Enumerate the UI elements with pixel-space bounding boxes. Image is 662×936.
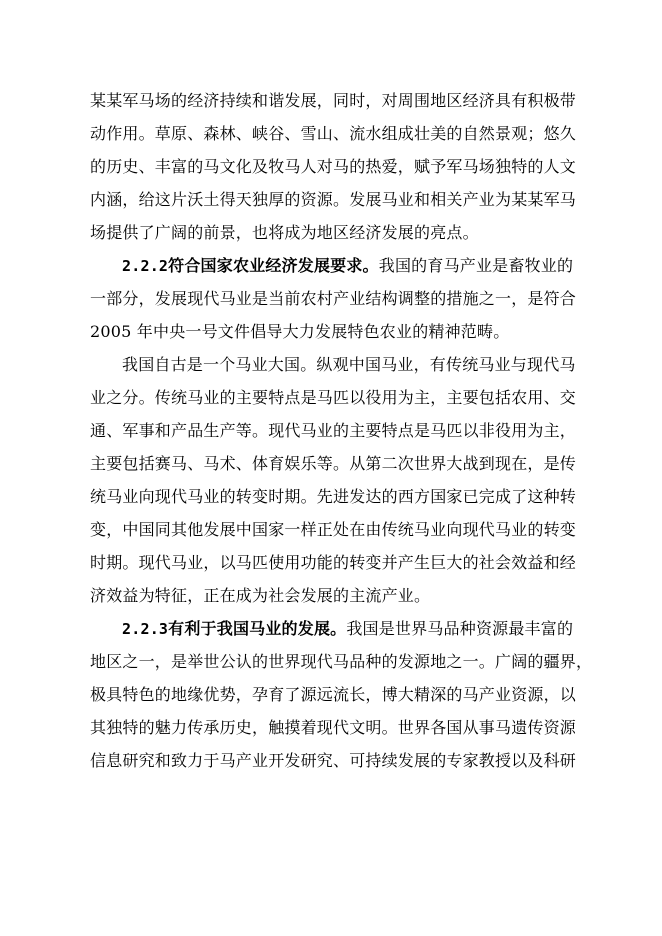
paragraph-start: 我国自古是一个马业大国。纵观中国马业，有传统马业与现代马: [122, 355, 576, 374]
text-line: 某某军马场的经济持续和谐发展，同时，对周围地区经济具有积极带: [90, 91, 577, 110]
text-line: 统马业向现代马业的转变时期。先进发达的西方国家已完成了这种转: [90, 487, 577, 506]
text-line: 地区之一，是举世公认的世界现代马品种的发源地之一。广阔的疆界，: [90, 652, 593, 671]
document-body: [90, 84, 593, 777]
text-line: 业之分。传统马业的主要特点是马匹以役用为主，主要包括农用、交: [90, 388, 577, 407]
section-heading: 符合国家农业经济发展要求。: [168, 256, 379, 275]
text-line: 主要包括赛马、马术、体育娱乐等。从第二次世界大战到现在，是传: [90, 454, 577, 473]
text-line: 动作用。草原、森林、峡谷、雪山、流水组成壮美的自然景观；悠久: [90, 124, 577, 143]
section-2-2-2-line: [90, 249, 590, 282]
section-text: 我国的育马产业是畜牧业的: [378, 256, 574, 275]
text-line: 场提供了广阔的前景，也将成为地区经济发展的亮点。: [90, 223, 479, 242]
section-2-2-3-line: [90, 612, 590, 645]
text-line: 通、军事和产品生产等。现代马业的主要特点是马匹以非役用为主，: [90, 421, 577, 440]
text-line: 的历史、丰富的马文化及牧马人对马的热爱，赋予军马场独特的人文: [90, 157, 577, 176]
section-heading: 有利于我国马业的发展。: [168, 619, 347, 638]
text-line: 济效益为特征，正在成为社会发展的主流产业。: [90, 586, 431, 605]
text-line: 信息研究和致力于马产业开发研究、可持续发展的专家教授以及科研: [90, 751, 577, 770]
section-number: 2.2.3: [122, 620, 169, 638]
section-text: 我国是世界马品种资源最丰富的: [346, 619, 574, 638]
text-line: 一部分，发展现代马业是当前农村产业结构调整的措施之一，是符合: [90, 289, 577, 308]
text-line: 变，中国同其他发展中国家一样正处在由传统马业向现代马业的转变: [90, 520, 577, 539]
text-line: 其独特的魅力传承历史，触摸着现代文明。世界各国从事马遗传资源: [90, 718, 577, 737]
text-line: 极具特色的地缘优势，孕育了源远流长，博大精深的马产业资源，以: [90, 685, 577, 704]
text-line: 时期。现代马业，以马匹使用功能的转变并产生巨大的社会效益和经: [90, 553, 577, 572]
section-number: 2.2.2: [122, 257, 169, 275]
text-line: 内涵，给这片沃土得天独厚的资源。发展马业和相关产业为某某军马: [90, 190, 577, 209]
text-line: 2005 年中央一号文件倡导大力发展特色农业的精神范畴。: [90, 322, 510, 341]
